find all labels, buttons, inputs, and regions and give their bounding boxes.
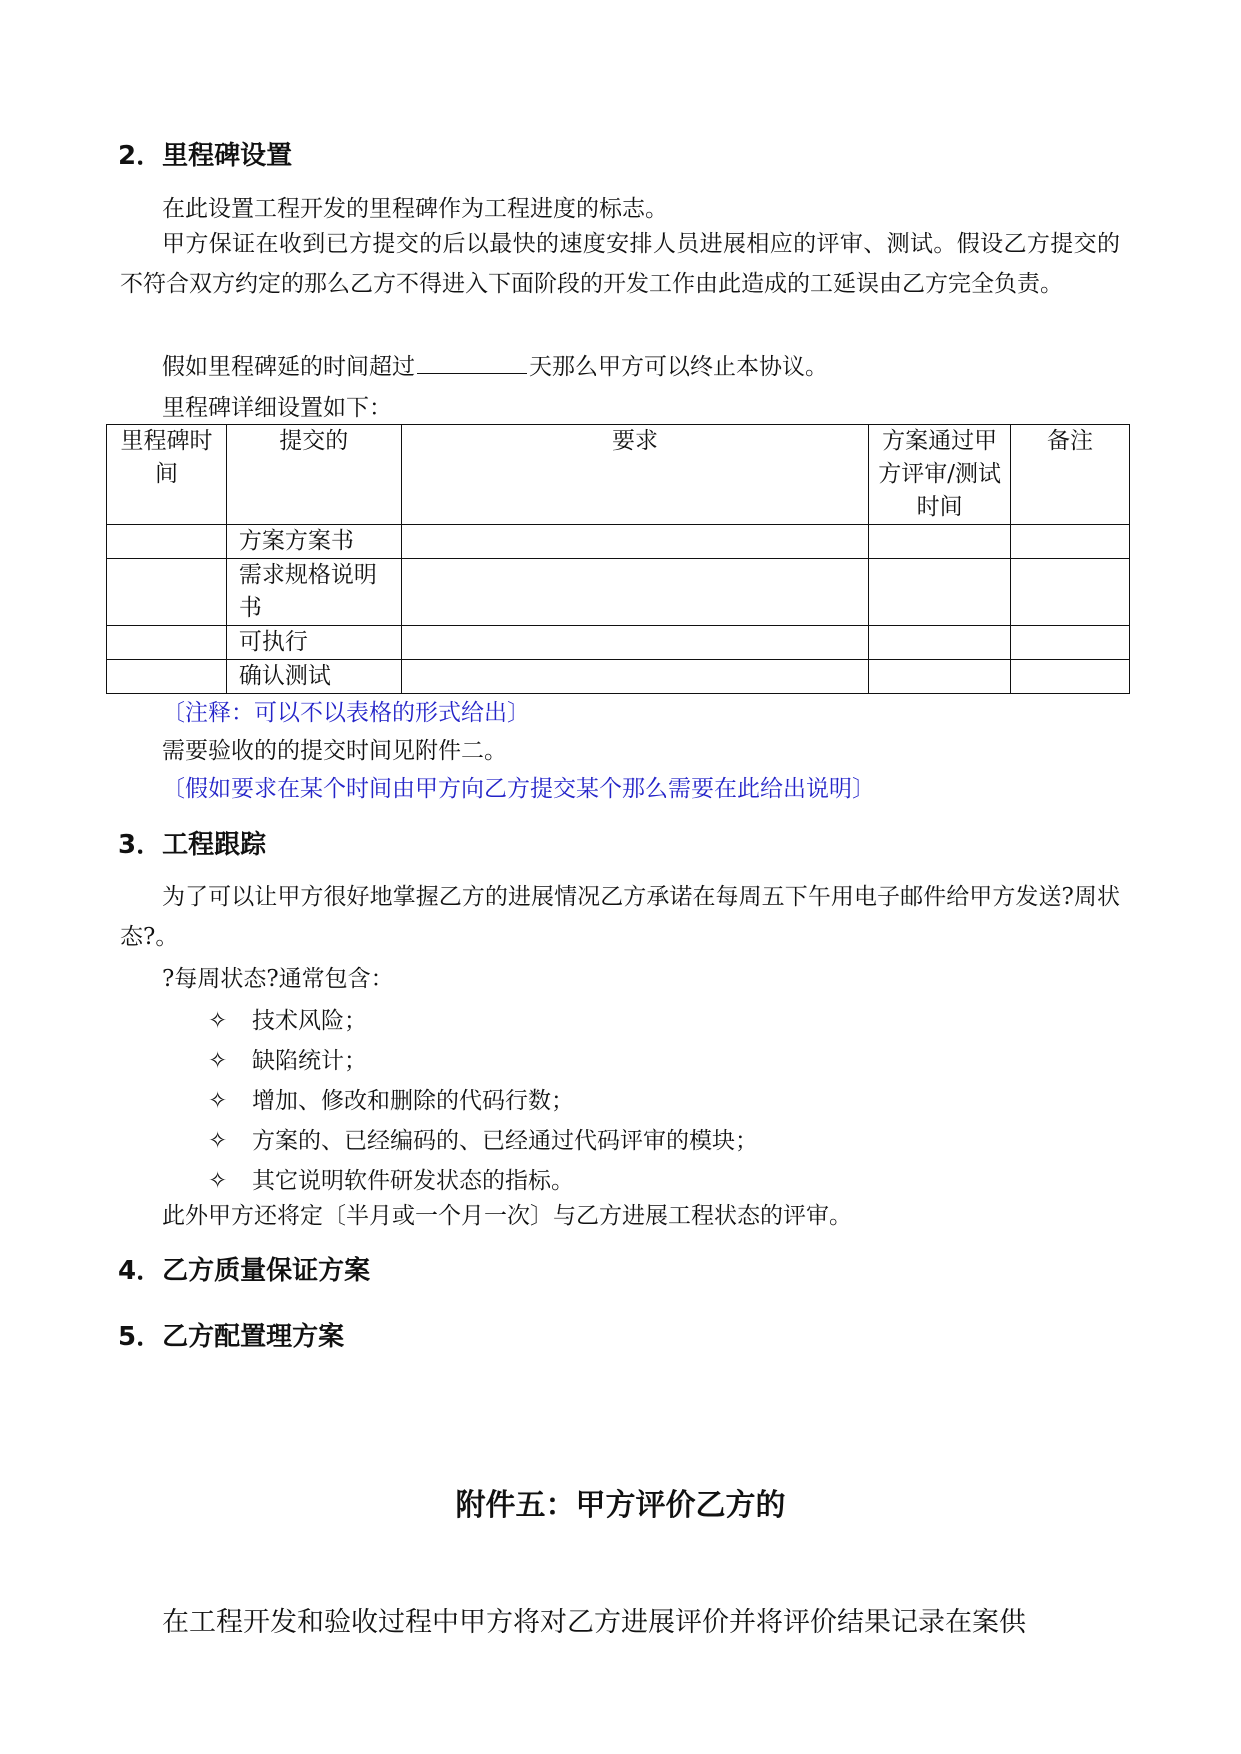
para-3-after: 天那么甲方可以终止本协议。 [529, 354, 828, 380]
table-cell [107, 525, 227, 559]
section-2-heading: 2．里程碑设置 [118, 141, 293, 171]
table-row [107, 660, 1130, 694]
header-review-time: 方案通过甲方评审/测试时间 [869, 425, 1011, 525]
list-item: ✧ 技术风险； [208, 1001, 758, 1041]
table-row [107, 559, 1130, 626]
milestone-table [106, 424, 1130, 694]
table-row [107, 525, 1130, 559]
table-cell [401, 525, 868, 559]
list-item: ✧ 增加、修改和删除的代码行数； [208, 1081, 758, 1121]
section-2-para-5: 需要验收的的提交时间见附件二。 [162, 738, 507, 764]
list-item: ✧ 其它说明软件研发状态的指标。 [208, 1161, 758, 1201]
table-cell: 可执行 [226, 626, 401, 660]
bullet-icon: ✧ [208, 1128, 228, 1154]
section-2-para-2: 甲方保证在收到已方提交的后以最快的速度安排人员进展相应的评审、测试。假设乙方提交的不符合双方约定的那么乙方不得进入下面阶段的开发工作由此造成的工延误由乙方完全负责。 [120, 231, 1120, 297]
appendix-5-para-1: 在工程开发和验收过程中甲方将对乙方进展评价并将评价结果记录在案供 [162, 1607, 1026, 1638]
table-cell [869, 525, 1011, 559]
header-requirement: 要求 [401, 425, 868, 525]
table-cell [869, 559, 1011, 626]
bullet-icon: ✧ [208, 1168, 228, 1194]
bullet-icon: ✧ [208, 1048, 228, 1074]
table-cell [1011, 660, 1130, 694]
section-2-para-4: 里程碑详细设置如下： [162, 395, 392, 421]
table-row [107, 626, 1130, 660]
table-cell [107, 559, 227, 626]
table-cell [1011, 559, 1130, 626]
table-cell [107, 660, 227, 694]
list-item: ✧ 缺陷统计； [208, 1041, 758, 1081]
table-cell [401, 660, 868, 694]
table-cell [1011, 626, 1130, 660]
note-submission: 〔假如要求在某个时间由甲方向乙方提交某个那么需要在此给出说明〕 [162, 776, 875, 802]
table-cell [1011, 525, 1130, 559]
section-3-para-2: ?每周状态?通常包含： [162, 966, 394, 992]
section-5-heading: 5．乙方配置理方案 [118, 1322, 345, 1352]
table-cell: 需求规格说明书 [226, 559, 401, 626]
header-milestone-time: 里程碑时间 [107, 425, 227, 525]
section-3-para-1: 为了可以让甲方很好地掌握乙方的进展情况乙方承诺在每周五下午用电子邮件给甲方发送?周状态?。 [120, 884, 1120, 950]
table-cell: 方案方案书 [226, 525, 401, 559]
para-3-before: 假如里程碑延的时间超过 [162, 354, 415, 380]
section-3-heading: 3．工程跟踪 [118, 830, 267, 860]
section-4-heading: 4．乙方质量保证方案 [118, 1256, 371, 1286]
note-table-format: 〔注释：可以不以表格的形式给出〕 [162, 700, 530, 726]
weekly-status-list [208, 1001, 758, 1201]
header-remarks: 备注 [1011, 425, 1130, 525]
appendix-5-title: 附件五：甲方评价乙方的 [455, 1488, 786, 1523]
bullet-icon: ✧ [208, 1008, 228, 1034]
list-item: ✧ 方案的、已经编码的、已经通过代码评审的模块； [208, 1121, 758, 1161]
table-cell [107, 626, 227, 660]
blank-days-field [417, 351, 527, 374]
section-2-para-3 [162, 348, 828, 386]
section-3-para-3: 此外甲方还将定〔半月或一个月一次〕与乙方进展工程状态的评审。 [162, 1203, 852, 1229]
table-cell [401, 559, 868, 626]
header-deliverable: 提交的 [226, 425, 401, 525]
table-header-row [107, 425, 1130, 525]
bullet-icon: ✧ [208, 1088, 228, 1114]
table-cell [869, 626, 1011, 660]
table-cell [869, 660, 1011, 694]
table-cell: 确认测试 [226, 660, 401, 694]
section-2-para-1: 在此设置工程开发的里程碑作为工程进度的标志。 [162, 196, 668, 222]
table-cell [401, 626, 868, 660]
